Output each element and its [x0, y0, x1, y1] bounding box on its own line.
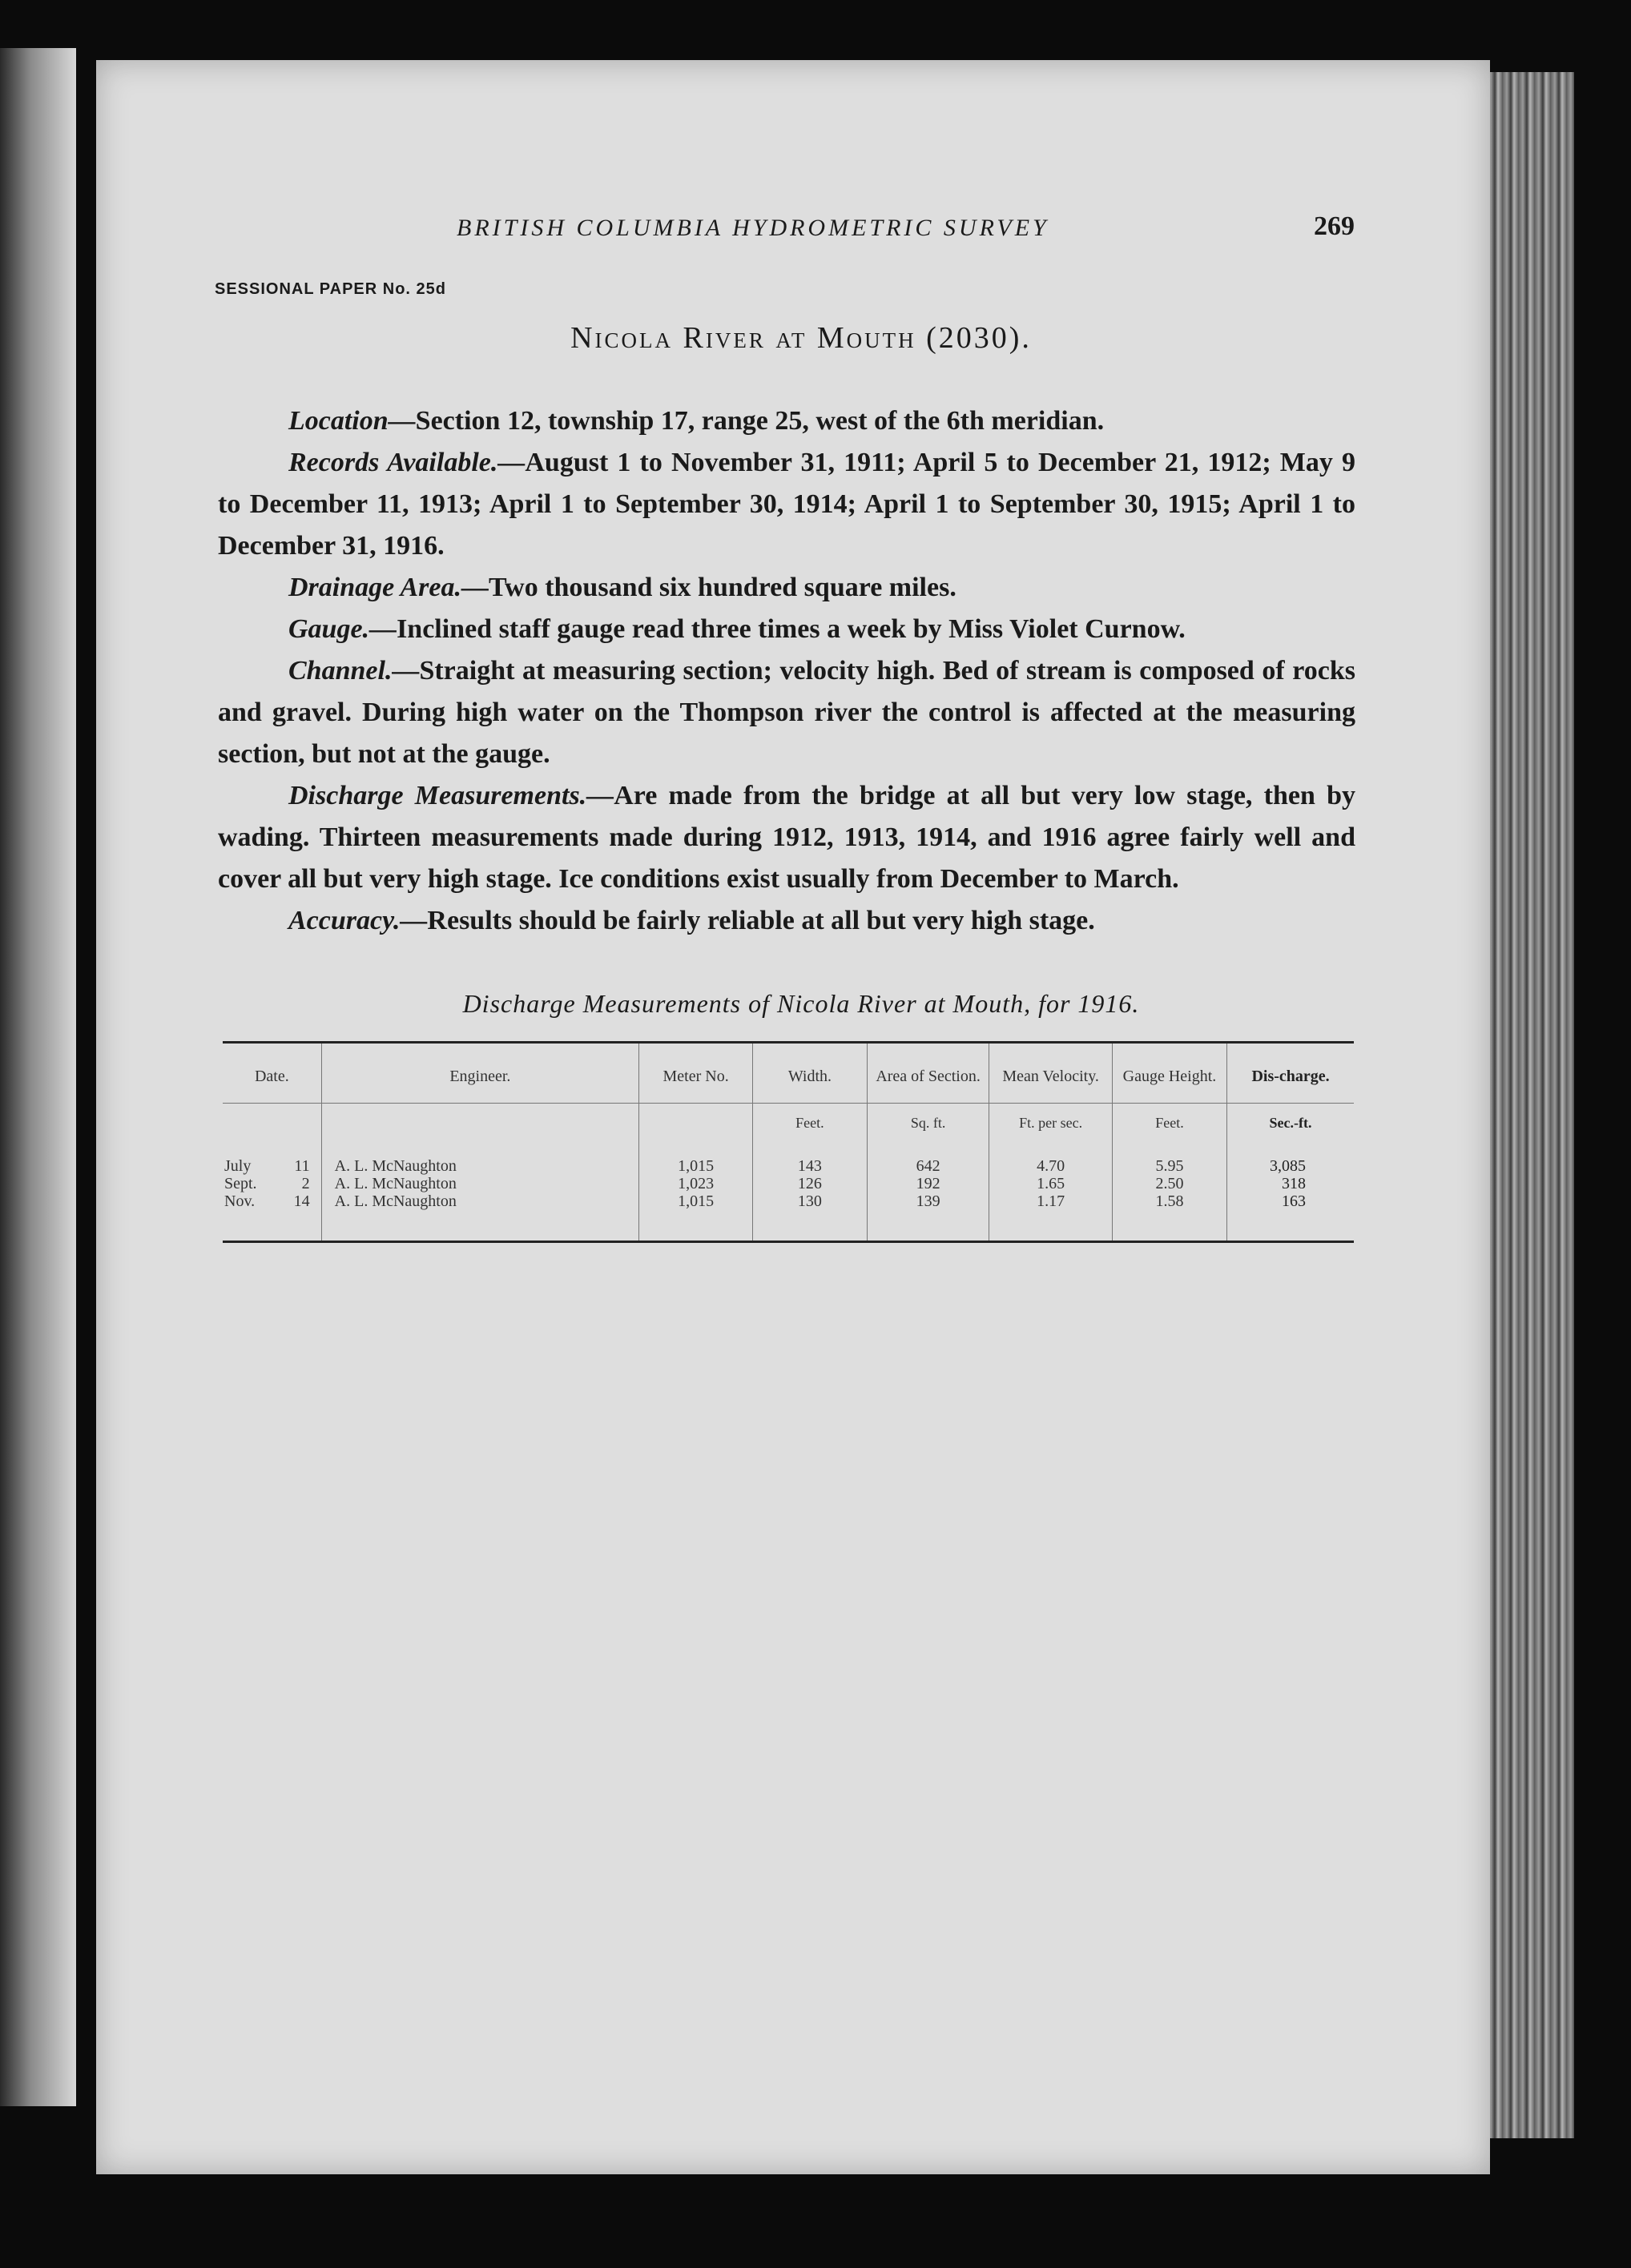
unit-meter	[639, 1104, 753, 1140]
col-header-area: Area of Section.	[867, 1043, 989, 1104]
cell-day: 11	[294, 1157, 310, 1175]
cell-velocity: 4.70	[989, 1140, 1112, 1175]
cell-gauge: 2.50	[1112, 1175, 1226, 1192]
page-stack-edge	[1486, 72, 1574, 2138]
cell-day: 14	[293, 1192, 310, 1210]
cell-engineer: A. L. McNaughton	[321, 1175, 638, 1192]
table-caption: Discharge Measurements of Nicola River at Mouth, for 1916.	[462, 989, 1140, 1018]
cell-meter: 1,023	[639, 1175, 753, 1192]
paragraph-text: August 1 to November 31, 1911; April 5 to December 21, 1912; May 9 to December 11, 1913; April 1 to September 30, 1914; April 1 to September 30, 1915; April 1 to December 31, 1916.	[218, 448, 1355, 561]
paragraph-records	[218, 442, 1355, 567]
cell-date	[223, 1140, 321, 1175]
col-header-velocity: Mean Velocity.	[989, 1043, 1112, 1104]
table-row	[223, 1192, 1354, 1242]
unit-area: Sq. ft.	[867, 1104, 989, 1140]
paragraph-text: Section 12, township 17, range 25, west of the 6th meridian.	[415, 406, 1105, 436]
sessional-paper-number: SESSIONAL PAPER No. 25d	[215, 280, 446, 298]
paragraph-text: Inclined staff gauge read three times a week by Miss Violet Curnow.	[397, 614, 1186, 644]
cell-area: 192	[867, 1175, 989, 1192]
paragraph-lead: Discharge Measurements.—	[288, 781, 614, 810]
table-row	[223, 1140, 1354, 1175]
page-number: 269	[1314, 211, 1355, 241]
paragraph-accuracy	[218, 900, 1355, 942]
cell-month: July	[224, 1157, 252, 1175]
cell-day: 2	[301, 1175, 310, 1192]
cell-engineer: A. L. McNaughton	[321, 1192, 638, 1242]
section-title: Nicola River at Mouth (2030).	[570, 321, 1032, 355]
cell-discharge: 3,085	[1270, 1157, 1306, 1175]
unit-gauge: Feet.	[1112, 1104, 1226, 1140]
paragraph-lead: Gauge.—	[288, 614, 397, 644]
table-header-row	[223, 1043, 1354, 1104]
paragraph-location	[218, 400, 1355, 442]
paragraph-text: Two thousand six hundred square miles.	[488, 573, 956, 602]
cell-date	[223, 1192, 321, 1242]
cell-width: 143	[753, 1140, 868, 1175]
cell-width: 126	[753, 1175, 868, 1192]
paragraph-lead: Accuracy.—	[288, 906, 428, 935]
discharge-table	[223, 1041, 1354, 1243]
cell-area: 642	[867, 1140, 989, 1175]
col-header-width: Width.	[753, 1043, 868, 1104]
cell-area: 139	[867, 1192, 989, 1242]
col-header-gauge: Gauge Height.	[1112, 1043, 1226, 1104]
paragraph-lead: Drainage Area.—	[288, 573, 489, 602]
cell-month: Sept.	[224, 1175, 257, 1192]
col-header-discharge: Dis-charge.	[1251, 1068, 1330, 1085]
body-text	[218, 400, 1355, 942]
running-head: BRITISH COLUMBIA HYDROMETRIC SURVEY	[457, 215, 1049, 241]
table-row	[223, 1175, 1354, 1192]
cell-month: Nov.	[224, 1192, 256, 1210]
cell-gauge: 5.95	[1112, 1140, 1226, 1175]
paragraph-text: Are made from the bridge at all but very low stage, then by wading. Thirteen measurements made during 1912, 1913, 1914, and 1916 agree fairly well and cover all but very high stage. Ice conditions exist usually from December to March.	[218, 781, 1355, 894]
paragraph-discharge	[218, 775, 1355, 900]
unit-engineer	[321, 1104, 638, 1140]
cell-width: 130	[753, 1192, 868, 1242]
paragraph-drainage	[218, 567, 1355, 609]
col-header-date: Date.	[223, 1043, 321, 1104]
table-units-row	[223, 1104, 1354, 1140]
paragraph-lead: Location—	[288, 406, 416, 436]
unit-date	[223, 1104, 321, 1140]
paragraph-text: Results should be fairly reliable at all but very high stage.	[427, 906, 1095, 935]
facing-page-edge	[0, 48, 76, 2106]
paragraph-gauge	[218, 609, 1355, 650]
cell-velocity: 1.65	[989, 1175, 1112, 1192]
cell-date	[223, 1175, 321, 1192]
cell-gauge: 1.58	[1112, 1192, 1226, 1242]
unit-discharge: Sec.-ft.	[1227, 1104, 1354, 1140]
cell-discharge: 318	[1282, 1175, 1306, 1192]
cell-meter: 1,015	[639, 1192, 753, 1242]
cell-engineer: A. L. McNaughton	[321, 1140, 638, 1175]
paragraph-lead: Records Available.—	[288, 448, 526, 477]
paragraph-channel	[218, 650, 1355, 775]
col-header-meter: Meter No.	[639, 1043, 753, 1104]
unit-velocity: Ft. per sec.	[989, 1104, 1112, 1140]
unit-width: Feet.	[753, 1104, 868, 1140]
cell-meter: 1,015	[639, 1140, 753, 1175]
paragraph-lead: Channel.—	[288, 656, 420, 686]
col-header-engineer: Engineer.	[321, 1043, 638, 1104]
cell-velocity: 1.17	[989, 1192, 1112, 1242]
cell-discharge: 163	[1282, 1192, 1306, 1210]
paragraph-text: Straight at measuring section; velocity high. Bed of stream is composed of rocks and gravel. During high water on the Thompson river the control is affected at the measuring section, but not at the gauge.	[218, 656, 1355, 769]
